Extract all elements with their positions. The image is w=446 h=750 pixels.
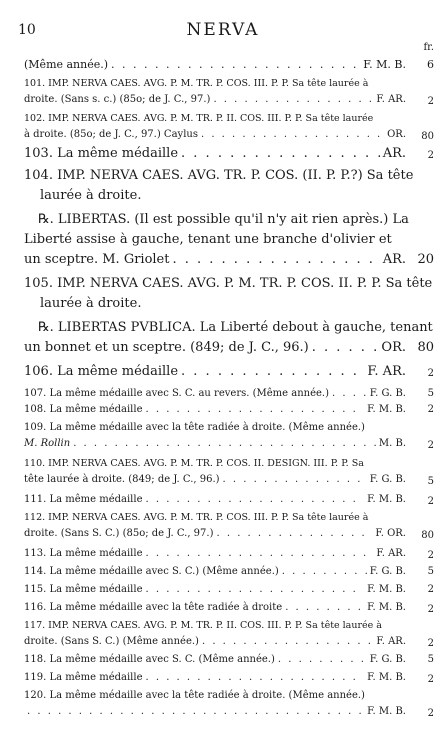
entry-line: droite. (Sans S. C.) (Même année.) . . . F. AR. (24, 636, 406, 647)
entry-line: 113. La même médaille . . . F. AR. (24, 548, 406, 559)
price-value: 20 (417, 252, 434, 267)
price-value: 2 (427, 96, 434, 107)
entry-line: 101. IMP. NERVA CAES. AVG. P. M. TR. P. COS. III. P. P. Sa tête laurée à (24, 78, 369, 89)
price-value: 2 (427, 674, 434, 685)
price-value: 2 (427, 550, 434, 561)
price-value: 5 (427, 566, 434, 577)
entry-line: laurée à droite. (40, 296, 142, 311)
entry-line: ℞. LIBERTAS. (Il est possible qu'il n'y ait rien après.) La (38, 212, 409, 227)
price-value: 2 (427, 584, 434, 595)
entry-line: 109. La même médaille avec la tête radiée à droite. (Même année.) (24, 422, 365, 433)
price-value: 5 (427, 654, 434, 665)
entry-line: 115. La même médaille . . . F. M. B. (24, 584, 406, 595)
entry-line: un bonnet et un sceptre. (849; de J. C., 96.) . . . OR. (24, 340, 406, 355)
entry-line: 108. La même médaille . . . F. M. B. (24, 404, 406, 415)
entry-line: 112. IMP. NERVA CAES. AVG. P. M. TR. P. COS. III. P. P. Sa tête laurée à (24, 512, 369, 523)
price-value: 5 (427, 388, 434, 399)
entry-line: 105. IMP. NERVA CAES. AVG. P. M. TR. P. COS. II. P. P. Sa tête (24, 276, 433, 291)
price-value: 2 (427, 496, 434, 507)
price-value: 2 (427, 404, 434, 415)
price-value: 2 (427, 638, 434, 649)
entry-line: tête laurée à droite. (849; de J. C., 96.) . . . F. G. B. (24, 474, 406, 485)
entry-line: 116. La même médaille avec la tête radiée à droite . . . F. M. B. (24, 602, 406, 613)
entry-line: droite. (Sans s. c.) (85o; de J. C., 97.) . . . F. AR. (24, 94, 406, 105)
entry-line: un sceptre. M. Griolet . . . AR. (24, 252, 406, 267)
entry-line: 110. IMP. NERVA CAES. AVG. P. M. TR. P. COS. II. DESIGN. III. P. P. Sa (24, 458, 364, 469)
entry-line: 107. La même médaille avec S. C. au revers. (Même année.) . . . F. G. B. (24, 388, 406, 399)
entry-line: 118. La même médaille avec S. C. (Même année.) . . . F. G. B. (24, 654, 406, 665)
entry-line: droite. (Sans S. C.) (85o; de J. C., 97.) . . . F. OR. (24, 528, 406, 539)
column-label: fr. (423, 42, 434, 53)
entry-line: 114. La même médaille avec S. C.) (Même année.) . . . F. G. B. (24, 566, 406, 577)
entry-line: Liberté assise à gauche, tenant une branche d'olivier et (24, 232, 392, 247)
price-value: 6 (427, 58, 434, 71)
entry-line: M. Rollin . . . M. B. (24, 438, 406, 449)
entry-line: 106. La même médaille . . . F. AR. (24, 364, 406, 379)
price-value: 80 (421, 530, 434, 541)
price-value: 2 (427, 604, 434, 615)
entry-line: (Même année.) . . . F. M. B. (24, 58, 406, 71)
entry-line: ℞. LIBERTAS PVBLICA. La Liberté debout à gauche, tenant (38, 320, 433, 335)
entry-line: 104. IMP. NERVA CAES. AVG. TR. P. COS. (II. P. P.?) Sa tête (24, 168, 414, 183)
entry-line: 102. IMP. NERVA CAES. AVG. P. M. TR. P. II. COS. III. P. P. Sa tête laurée (24, 113, 374, 124)
entry-line: . . . F. M. B. (24, 706, 406, 717)
entry-line: 111. La même médaille . . . F. M. B. (24, 494, 406, 505)
price-value: 2 (427, 708, 434, 719)
entry-line: à droite. (85o; de J. C., 97.) Caylus . . . OR. (24, 129, 406, 140)
page-number: 10 (18, 22, 36, 38)
price-value: 2 (427, 440, 434, 451)
entry-line: 117. IMP. NERVA CAES. AVG. P. M. TR. P. II. COS. III. P. P. Sa tête laurée à (24, 620, 382, 631)
price-value: 2 (427, 150, 434, 161)
entry-line: 120. La même médaille avec la tête radiée à droite. (Même année.) (24, 690, 365, 701)
page-title: NERVA (186, 20, 260, 40)
entry-line: 119. La même médaille . . . F. M. B. (24, 672, 406, 683)
entry-line: 103. La même médaille . . . AR. (24, 146, 406, 161)
price-value: 80 (421, 131, 434, 142)
entry-line: laurée à droite. (40, 188, 142, 203)
price-value: 2 (427, 368, 434, 379)
price-value: 80 (417, 340, 434, 355)
price-value: 5 (427, 476, 434, 487)
